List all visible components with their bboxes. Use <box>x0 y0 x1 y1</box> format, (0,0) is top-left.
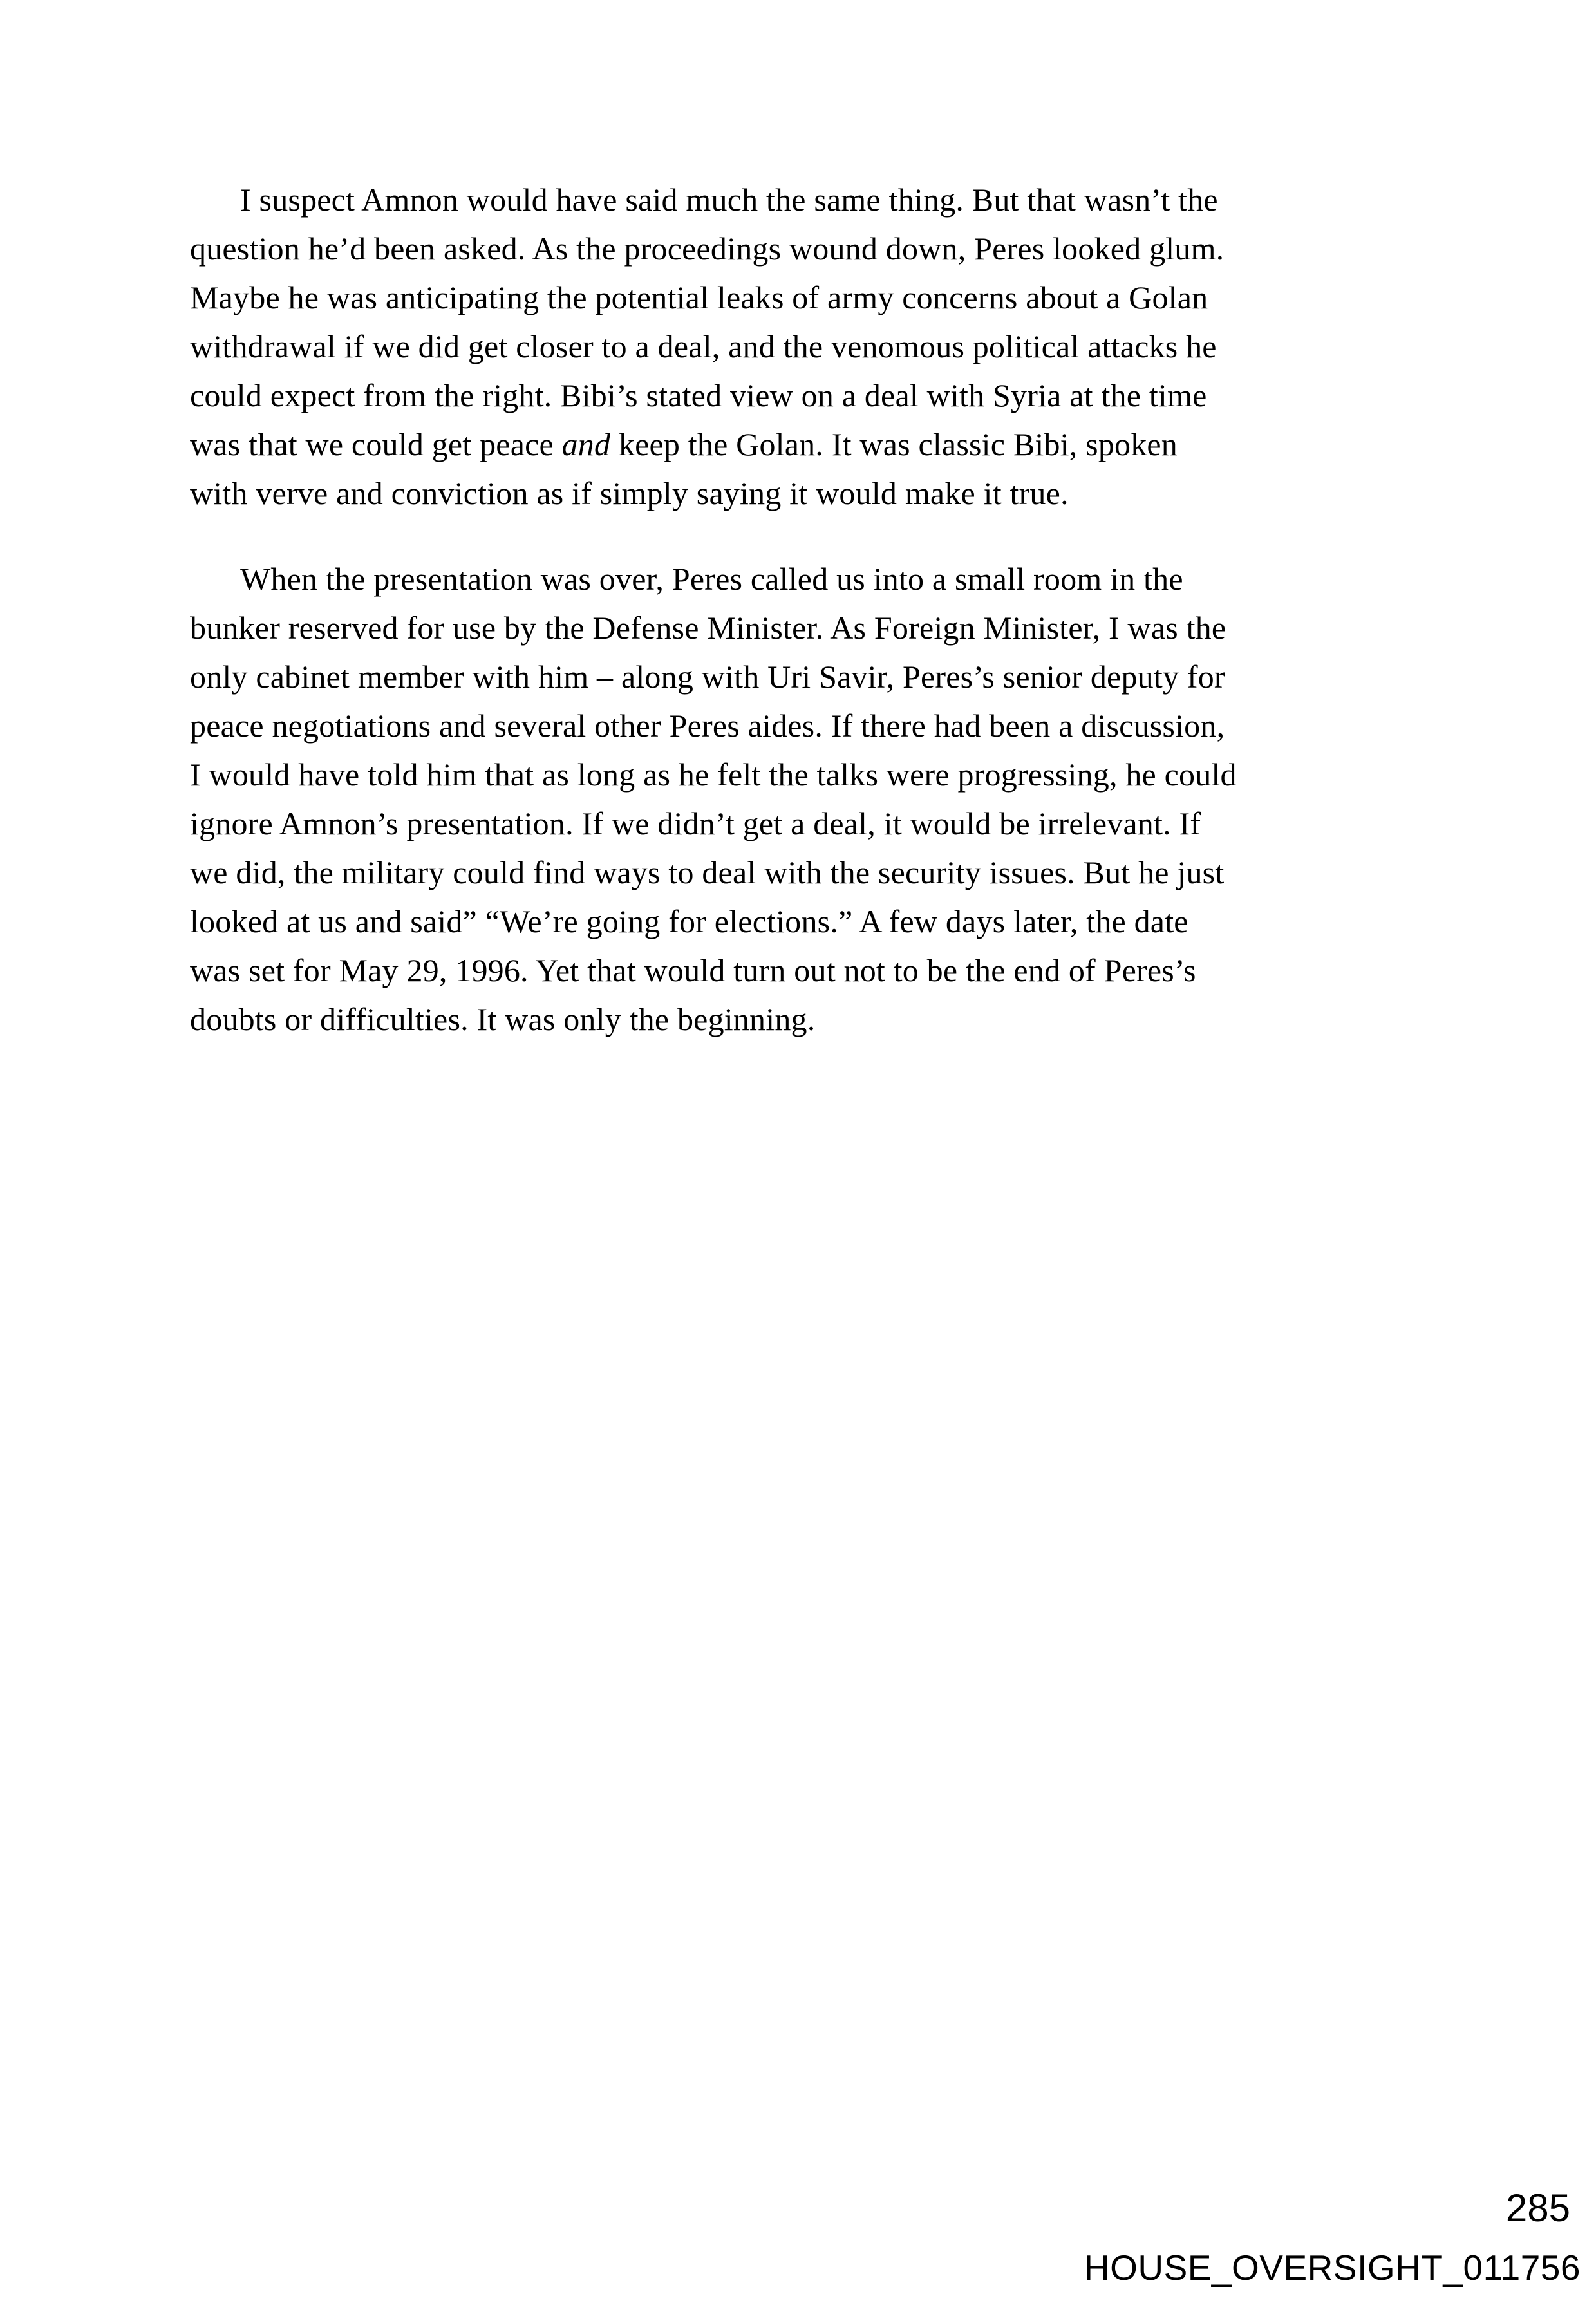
text-segment: I suspect Amnon would have said much the same thing. But that wasn’t the <box>240 182 1218 218</box>
text-line <box>190 371 1426 420</box>
text-segment: was that we could get peace <box>190 426 562 462</box>
text-line <box>190 175 1426 224</box>
text-segment: looked at us and said” “We’re going for elections.” A few days later, the date <box>190 903 1188 939</box>
text-segment: withdrawal if we did get closer to a deal, and the venomous political attacks he <box>190 328 1217 364</box>
text-line <box>190 603 1426 652</box>
text-segment: I would have told him that as long as he felt the talks were progressing, he could <box>190 757 1237 793</box>
text-segment: only cabinet member with him – along with Uri Savir, Peres’s senior deputy for <box>190 659 1225 695</box>
body-text <box>190 175 1426 1044</box>
text-segment: keep the Golan. It was classic Bibi, spoken <box>610 426 1178 462</box>
text-segment: doubts or difficulties. It was only the beginning. <box>190 1001 816 1037</box>
text-segment: peace negotiations and several other Peres aides. If there had been a discussion, <box>190 708 1225 744</box>
text-line <box>190 701 1426 750</box>
bates-stamp: HOUSE_OVERSIGHT_011756 <box>1084 2248 1581 2288</box>
text-segment: with verve and conviction as if simply saying it would make it true. <box>190 475 1069 511</box>
text-line <box>190 848 1426 897</box>
text-segment: could expect from the right. Bibi’s stated view on a deal with Syria at the time <box>190 377 1207 413</box>
text-line <box>190 946 1426 995</box>
text-line <box>190 224 1426 273</box>
text-segment: Maybe he was anticipating the potential leaks of army concerns about a Golan <box>190 279 1208 315</box>
text-segment: we did, the military could find ways to deal with the security issues. But he just <box>190 854 1225 890</box>
text-line <box>190 420 1426 469</box>
text-segment: bunker reserved for use by the Defense Minister. As Foreign Minister, I was the <box>190 610 1226 646</box>
text-line <box>190 554 1426 603</box>
text-segment: ignore Amnon’s presentation. If we didn’t get a deal, it would be irrelevant. If <box>190 805 1201 841</box>
text-segment: When the presentation was over, Peres called us into a small room in the <box>240 561 1183 597</box>
page-number: 285 <box>1505 2186 1570 2230</box>
text-line <box>190 995 1426 1044</box>
paragraph <box>190 554 1426 1044</box>
italic-text: and <box>561 426 611 462</box>
paragraph <box>190 175 1426 518</box>
text-line <box>190 652 1426 701</box>
text-line <box>190 799 1426 848</box>
text-segment: question he’d been asked. As the proceedings wound down, Peres looked glum. <box>190 230 1225 267</box>
text-line <box>190 897 1426 946</box>
text-line <box>190 469 1426 518</box>
text-line <box>190 322 1426 371</box>
text-line <box>190 273 1426 322</box>
text-segment: was set for May 29, 1996. Yet that would turn out not to be the end of Peres’s <box>190 952 1196 988</box>
text-line <box>190 750 1426 799</box>
